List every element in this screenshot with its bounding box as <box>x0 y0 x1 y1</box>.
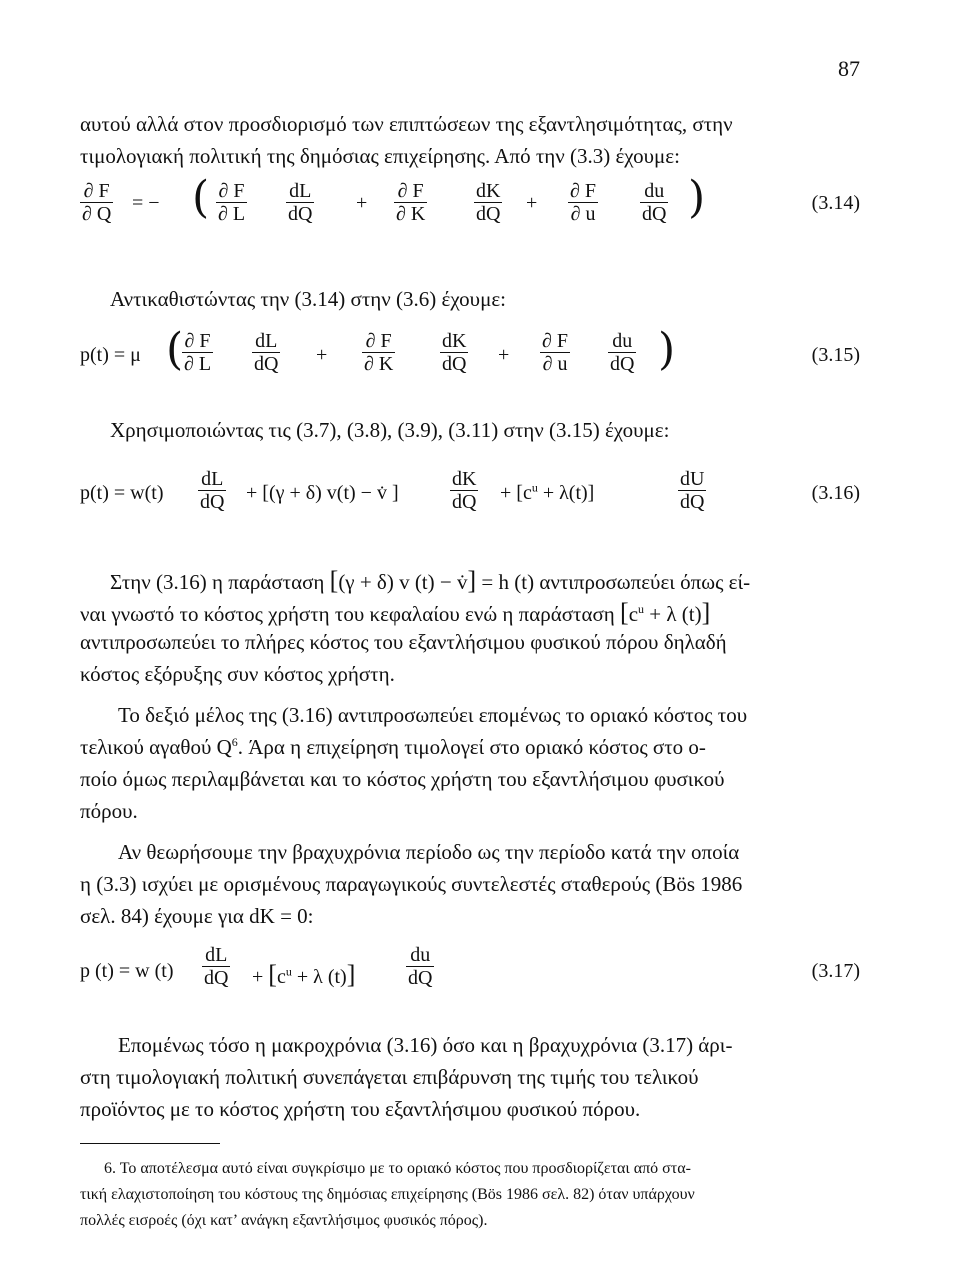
fraction-dF-du: $\frac{\partial F}{\partial u}$ <box>542 330 569 375</box>
footnote-divider <box>80 1143 220 1144</box>
equation-number: (3.14) <box>811 192 860 214</box>
fraction-lhs: $\frac{\partial F}{\partial Q}$ <box>82 180 112 225</box>
fraction-du-dQ: $\frac{du}{dQ}$ <box>610 330 635 375</box>
text-using: Χρησιμοποιώντας τις (3.7), (3.8), (3.9), (3.11) στην (3.15) έχουμε: <box>110 418 670 442</box>
equation-number: (3.16) <box>811 482 860 504</box>
fraction-dL-dQ: $\frac{dL}{dQ}$ <box>288 180 313 225</box>
paragraph-line: σελ. 84) έχουμε για dK = 0: <box>80 904 314 928</box>
paragraph-line: Το δεξιό μέλος της (3.16) αντιπροσωπεύει επομένως το οριακό κόστος του <box>118 703 748 727</box>
paragraph-line: Στην (3.16) η παράσταση [(γ + δ) v (t) − v̇] = h (t) αντιπροσωπεύει όπως εί- <box>110 566 751 595</box>
fraction-dL-dQ: $\frac{dL}{dQ}$ <box>254 330 279 375</box>
intro-line-2: τιμολογιακή πολιτική της δημόσιας επιχείρησης. Από την (3.3) έχουμε: <box>80 144 680 168</box>
equation-3-17 <box>80 944 860 1014</box>
footnote-line: πολλές εισροές (όχι κατ’ ανάγκη εξαντλήσιμος φυσικός πόρος). <box>80 1212 488 1229</box>
right-paren: ) <box>688 172 706 223</box>
term-resource-cost: + [$c^u + \lambda$ (t)] <box>252 960 356 989</box>
equation-3-16 <box>80 468 860 538</box>
fraction-dF-du: $\frac{\partial F}{\partial u}$ <box>570 180 597 225</box>
fraction-dF-dL: $\frac{\partial F}{\partial L}$ <box>184 330 212 375</box>
fraction-dF-dK: $\frac{\partial F}{\partial K}$ <box>364 330 394 375</box>
paragraph-line: αντιπροσωπεύει το πλήρες κόστος του εξαντλήσιμου φυσικού πόρου δηλαδή <box>80 630 727 654</box>
fraction-dU-dQ: $\frac{dU}{dQ}$ <box>680 468 705 513</box>
term-capital-cost: + [(γ + δ) v(t) − v̇ ] <box>246 482 399 504</box>
equation-number: (3.15) <box>811 344 860 366</box>
fraction-dK-dQ: $\frac{dK}{dQ}$ <box>476 180 501 225</box>
paragraph-line: Αν θεωρήσουμε την βραχυχρόνια περίοδο ως την περίοδο κατά την οποία <box>118 840 740 864</box>
fraction-dF-dK: $\frac{\partial F}{\partial K}$ <box>396 180 426 225</box>
text-substituting: Αντικαθιστώντας την (3.14) στην (3.6) έχουμε: <box>110 287 506 311</box>
paragraph-line: στη τιμολογιακή πολιτική συνεπάγεται επιβάρυνση της τιμής του τελικού <box>80 1065 699 1089</box>
footnote-line: τική ελαχιστοποίηση του κόστους της δημόσιας επιχείρησης (Bös 1986 σελ. 82) όταν υπάρχουν <box>80 1186 695 1203</box>
equation-number: (3.17) <box>811 960 860 982</box>
paragraph-line: προϊόντος με το κόστος χρήστη του εξαντλήσιμου φυσικού πόρου. <box>80 1097 641 1121</box>
left-paren: ( <box>166 324 184 375</box>
equation-3-14 <box>80 172 860 250</box>
plus-sign: + <box>356 192 368 214</box>
fraction-dK-dQ: $\frac{dK}{dQ}$ <box>442 330 467 375</box>
paragraph-line: ποίο όμως περιλαμβάνεται και το κόστος χρήστη του εξαντλήσιμου φυσικού <box>80 767 725 791</box>
fraction-dL-dQ: $\frac{dL}{dQ}$ <box>204 944 229 989</box>
paragraph-line: πόρου. <box>80 799 138 823</box>
paragraph-line: ναι γνωστό το κόστος χρήστη του κεφαλαίου ενώ η παράσταση [$c^u + \lambda$ (t)] <box>80 598 711 627</box>
fraction-du-dQ: $\frac{du}{dQ}$ <box>642 180 667 225</box>
plus-sign: + <box>316 344 328 366</box>
intro-line-1: αυτού αλλά στον προσδιορισμό των επιπτώσεων της εξαντλησιμότητας, στην <box>80 112 733 136</box>
right-paren: ) <box>658 324 676 375</box>
left-paren: ( <box>192 172 210 223</box>
paragraph-line: κόστος εξόρυξης συν κόστος χρήστη. <box>80 662 395 686</box>
paragraph-line: τελικού αγαθού $Q^6$. Άρα η επιχείρηση τιμολογεί στο οριακό κόστος στο ο- <box>80 735 706 759</box>
term-resource-cost: + $[c^u + \lambda(t)]$ <box>500 480 595 504</box>
equals-minus: = − <box>132 192 160 214</box>
paragraph-line: η (3.3) ισχύει με ορισμένους παραγωγικούς συντελεστές σταθερούς (Bös 1986 <box>80 872 743 896</box>
plus-sign: + <box>498 344 510 366</box>
lhs: p (t) = w (t) <box>80 960 174 982</box>
equation-3-15 <box>80 324 860 400</box>
plus-sign: + <box>526 192 538 214</box>
fraction-du-dQ: $\frac{du}{dQ}$ <box>408 944 433 989</box>
page-number: 87 <box>838 56 860 81</box>
fraction-dL-dQ: $\frac{dL}{dQ}$ <box>200 468 225 513</box>
fraction-dK-dQ: $\frac{dK}{dQ}$ <box>452 468 477 513</box>
paragraph-line: Επομένως τόσο η μακροχρόνια (3.16) όσο και η βραχυχρόνια (3.17) άρι- <box>118 1033 733 1057</box>
fraction-dF-dL: $\frac{\partial F}{\partial L}$ <box>218 180 246 225</box>
lhs: p(t) = w(t) <box>80 482 164 504</box>
lhs: p(t) = μ <box>80 344 141 366</box>
footnote-line: 6. Το αποτέλεσμα αυτό είναι συγκρίσιμο με το οριακό κόστος που προσδιορίζεται από στα- <box>104 1160 691 1177</box>
